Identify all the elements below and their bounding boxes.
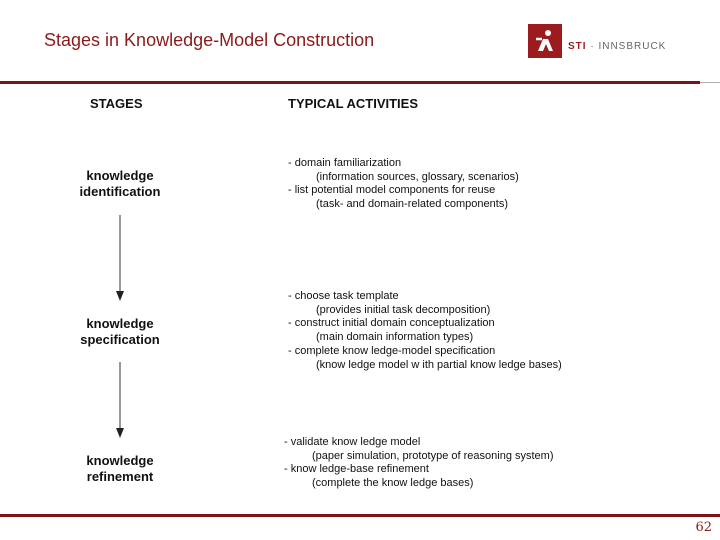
stage-knowledge-identification	[60, 168, 180, 200]
column-header-stages: STAGES	[90, 96, 143, 111]
stage-knowledge-refinement	[60, 453, 180, 485]
activity-line: - choose task template	[288, 290, 399, 302]
stage-label-line2: refinement	[86, 469, 154, 484]
activity-line: (know ledge model w ith partial know ledge bases)	[316, 358, 562, 371]
slide-title: Stages in Knowledge-Model Construction	[44, 30, 375, 50]
activities-specification	[288, 290, 562, 372]
header-rule	[0, 81, 700, 84]
logo-mark-icon	[528, 24, 562, 58]
activity-line: - complete know ledge-model specification	[288, 344, 496, 357]
logo-text-rest: · INNSBRUCK	[586, 41, 667, 52]
logo-text	[568, 41, 666, 52]
activities-identification	[288, 157, 519, 212]
stage-label-line2: identification	[79, 184, 161, 199]
activity-line: (task- and domain-related components)	[316, 198, 508, 211]
stage-label-line1: knowledge	[86, 453, 154, 468]
page-number: 62	[695, 520, 712, 535]
footer-rule	[0, 514, 720, 517]
activity-line: (paper simulation, prototype of reasoning system)	[312, 449, 554, 462]
stage-label-line1: knowledge	[86, 316, 154, 331]
down-arrow-icon	[110, 215, 130, 303]
activity-line: (complete the know ledge bases)	[312, 477, 474, 490]
stage-knowledge-specification	[60, 316, 180, 348]
column-header-activities: TYPICAL ACTIVITIES	[288, 96, 419, 111]
activity-line: (provides initial task decomposition)	[316, 303, 491, 316]
activity-line: (information sources, glossary, scenarios)	[316, 170, 519, 183]
stage-label-line1: knowledge	[86, 168, 154, 183]
activity-line: - construct initial domain conceptualization	[288, 317, 495, 330]
activity-line: (main domain information types)	[316, 331, 474, 344]
activity-line: - validate know ledge model	[284, 436, 421, 448]
stage-label-line2: specification	[80, 332, 160, 347]
activity-line: - domain familiarization	[288, 157, 402, 169]
activity-line: - list potential model components for reuse	[288, 184, 496, 197]
header-rule-end	[700, 82, 720, 83]
logo-text-bold: STI	[568, 41, 587, 52]
activities-refinement	[284, 436, 554, 491]
sti-innsbruck-logo	[528, 24, 688, 60]
down-arrow-icon	[110, 362, 130, 440]
activity-line: - know ledge-base refinement	[284, 463, 429, 476]
